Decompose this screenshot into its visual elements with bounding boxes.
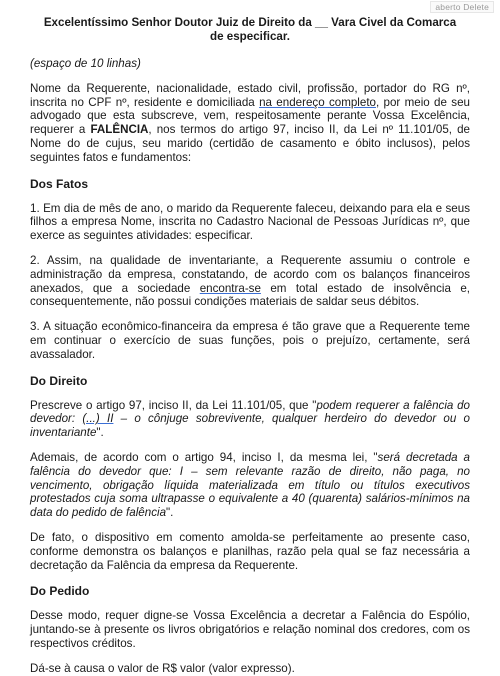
pedido-paragraph-2: Dá-se à causa o valor de R$ valor (valor expresso). <box>30 661 295 675</box>
intro-paragraph <box>30 82 470 165</box>
direito-p1-quote-2: – o cônjuge sobrevivente, qualquer herdeiro do devedor ou o inventariante <box>30 412 470 440</box>
direito-p1-quote-1: podem requerer a falência do devedor: <box>30 398 470 426</box>
direito-paragraph-1 <box>30 399 470 440</box>
direito-p2-text: Ademais, de acordo com o artigo 94, inciso I, da mesma lei, " <box>30 450 378 464</box>
direito-p1-mark: (...) II <box>82 412 114 426</box>
direito-paragraph-2 <box>30 451 470 520</box>
direito-p1-end: ". <box>96 426 104 440</box>
pedido-paragraph-1: Desse modo, requer digne-se Vossa Excelência a decretar a Falência do Espólio, juntando-se à presente os livros obrigatórios e relação nominal dos credores, com os respectivos créditos. <box>30 609 470 650</box>
toolbar-hint: aberto Delete <box>430 1 494 13</box>
fatos-paragraph-3: 3. A situação econômico-financeira da empresa é tão grave que a Requerente teme em continuar o exercício de suas funções, pois o prejuízo, certamente, será avassalador. <box>30 320 470 361</box>
heading-pedido: Do Pedido <box>30 584 90 599</box>
fatos-p2-text-1: 2. Assim, na qualidade de inventariante, a Requerente assumiu o controle e administração da empresa, constatando, de acordo com os balanços financeiros anexados, que a sociedade <box>30 253 470 295</box>
address-placeholder: na endereço completo <box>259 95 376 109</box>
direito-p2-end: ". <box>166 506 174 520</box>
fatos-paragraph-2 <box>30 254 470 309</box>
spacing-note: (espaço de 10 linhas) <box>30 57 141 70</box>
direito-p1-text: Prescreve o artigo 97, inciso II, da Lei 11.101/05, que " <box>30 398 317 412</box>
fatos-p2-text-2: em total estado de insolvência e, consequentemente, não possui condições materiais de saldar seus débitos. <box>30 281 470 309</box>
intro-text-1: Nome da Requerente, nacionalidade, estado civil, profissão, portador do RG nº, inscrita no CPF nº, residente e domiciliada <box>30 81 470 109</box>
petition-document <box>30 16 470 676</box>
title-line-1: Excelentíssimo Senhor Doutor Juiz de Direito da __ Vara Civel da Comarca <box>43 16 457 29</box>
heading-direito: Do Direito <box>30 373 88 388</box>
intro-text-2: , por meio de seu advogado que esta subscreve, vem, respeitosamente perante Vossa Excelência, requerer a <box>30 95 470 137</box>
intro-text-3: , nos termos do artigo 97, inciso II, da Lei nº 11.101/05, de Nome do de cujus, seu marido (certidão de casamento e óbito inclusos), pelos seguintes fatos e fundamentos: <box>30 123 471 164</box>
direito-paragraph-3: De fato, o dispositivo em comento amolda-se perfeitamente ao presente caso, conforme demonstra os balanços e planilhas, razão pela qual se faz necessária a decretação da Falência da empresa da Requerente. <box>30 530 470 572</box>
fatos-paragraph-1: 1. Em dia de mês de ano, o marido da Requerente faleceu, deixando para ela e seus filhos a empresa Nome, inscrita no Cadastro Nacional de Pessoas Jurídicas nº, que exerce as seguintes atividades: especificar. <box>30 201 470 243</box>
title-line-2: de especificar. <box>210 30 290 43</box>
falencia-term: FALÊNCIA <box>90 123 149 137</box>
fatos-p2-word: encontra-se <box>199 281 261 295</box>
heading-fatos: Dos Fatos <box>30 176 89 191</box>
direito-p2-quote: será decretada a falência do devedor que: I – sem relevante razão de direito, não paga, no vencimento, obrigação líquida materializada em título ou títulos executivos protestados cuja soma ultrapasse o equivalente a 40 (quarenta) salários-mínimos na data do pedido de falência <box>30 450 471 520</box>
petition-title <box>30 16 470 44</box>
